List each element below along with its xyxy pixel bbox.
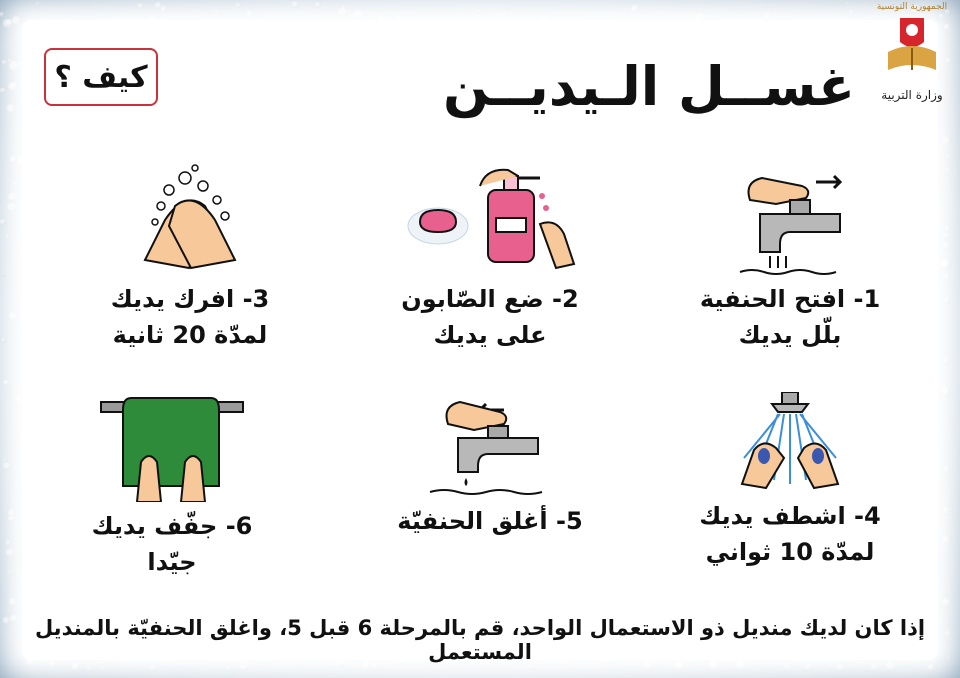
water-drop bbox=[7, 203, 17, 213]
water-drop bbox=[943, 274, 950, 281]
water-drop bbox=[0, 88, 5, 93]
step-2 bbox=[380, 160, 600, 353]
water-drop bbox=[507, 7, 510, 10]
emblem-icon bbox=[882, 12, 942, 82]
water-drop bbox=[943, 233, 949, 239]
step-3 bbox=[80, 160, 300, 353]
step-2-line1: 2- ضع الصّابون bbox=[401, 285, 579, 313]
water-drop bbox=[6, 549, 14, 557]
ministry-logo bbox=[872, 2, 952, 112]
water-drop bbox=[946, 516, 950, 520]
water-drop bbox=[943, 358, 950, 365]
water-drop bbox=[3, 380, 9, 386]
water-drop bbox=[8, 193, 16, 201]
water-drop bbox=[943, 466, 950, 473]
step-3-line1: 3- افرك يديك bbox=[110, 285, 270, 313]
water-drop bbox=[0, 12, 4, 16]
step-6-line2: جيّدا bbox=[147, 548, 197, 576]
water-drop bbox=[477, 9, 482, 14]
water-drop bbox=[846, 2, 849, 5]
step-1 bbox=[680, 160, 900, 353]
water-drop bbox=[531, 666, 535, 670]
water-drop bbox=[227, 666, 231, 670]
water-drop bbox=[247, 11, 254, 18]
water-drop bbox=[354, 10, 364, 20]
water-drop bbox=[947, 366, 950, 369]
water-drop bbox=[13, 333, 17, 337]
water-drop bbox=[338, 8, 348, 18]
water-drop bbox=[941, 260, 950, 269]
water-drop bbox=[942, 112, 945, 115]
water-drop bbox=[12, 16, 21, 25]
how-badge: كيف ؟ bbox=[44, 48, 158, 106]
water-drop bbox=[940, 214, 945, 219]
step-4-line1: 4- اشطف يديك bbox=[699, 502, 881, 530]
water-drop bbox=[8, 59, 12, 63]
rubbing-hands-icon bbox=[125, 160, 255, 275]
water-drop bbox=[0, 219, 6, 225]
water-drop bbox=[764, 13, 771, 20]
water-drop bbox=[942, 536, 950, 544]
water-drop bbox=[2, 338, 7, 343]
water-drop bbox=[945, 226, 950, 231]
soap-dispenser-icon bbox=[390, 160, 590, 275]
water-drop bbox=[3, 462, 11, 470]
water-drop bbox=[161, 6, 167, 12]
water-drop bbox=[943, 507, 950, 514]
water-drop bbox=[315, 2, 321, 8]
water-drop bbox=[837, 664, 843, 670]
step-5-line1: 5- أغلق الحنفيّة bbox=[397, 507, 583, 535]
water-drop bbox=[36, 2, 39, 5]
water-drop bbox=[215, 10, 219, 14]
water-drop bbox=[17, 572, 21, 576]
water-drop bbox=[871, 664, 877, 670]
water-drop bbox=[631, 5, 639, 13]
page-title: غســل الـيديــن bbox=[442, 55, 855, 118]
open-tap-icon bbox=[720, 160, 860, 275]
towel-dry-icon bbox=[97, 392, 247, 502]
republic-label: الجمهورية التونسية bbox=[876, 2, 948, 12]
water-drop bbox=[501, 13, 506, 18]
water-drop bbox=[805, 664, 811, 670]
water-drop bbox=[8, 570, 12, 574]
step-1-line2: بلّل يديك bbox=[738, 321, 842, 349]
water-drop bbox=[928, 664, 934, 670]
water-drop bbox=[468, 10, 471, 13]
water-drop bbox=[297, 14, 300, 17]
water-drop bbox=[784, 663, 791, 670]
step-1-line1: 1- افتح الحنفية bbox=[699, 285, 881, 313]
water-drop bbox=[2, 273, 6, 277]
water-drop bbox=[236, 3, 241, 8]
water-drop bbox=[9, 312, 18, 321]
water-drop bbox=[2, 60, 7, 65]
water-drop bbox=[942, 242, 950, 250]
water-drop bbox=[101, 666, 105, 670]
water-drop bbox=[6, 540, 11, 545]
water-drop bbox=[87, 665, 92, 670]
water-drop bbox=[11, 84, 17, 90]
water-drop bbox=[849, 10, 854, 15]
water-drop bbox=[942, 137, 950, 145]
water-drop bbox=[6, 234, 11, 239]
water-drop bbox=[942, 599, 950, 607]
water-drop bbox=[946, 155, 950, 159]
step-6-line1: 6- جفّف يديك bbox=[91, 512, 253, 540]
water-drop bbox=[7, 104, 15, 112]
step-4 bbox=[680, 392, 900, 570]
rinse-hands-icon bbox=[720, 392, 860, 492]
ministry-label: وزارة التربية bbox=[881, 88, 943, 102]
close-tap-icon bbox=[420, 392, 560, 497]
water-drop bbox=[944, 297, 950, 303]
step-4-line2: لمدّة 10 ثواني bbox=[705, 538, 875, 566]
water-drop bbox=[138, 3, 143, 8]
water-drop bbox=[72, 663, 79, 670]
step-2-line2: على يديك bbox=[433, 321, 547, 349]
water-drop bbox=[945, 168, 950, 173]
water-drop bbox=[941, 387, 950, 396]
water-drop bbox=[150, 665, 155, 670]
water-drop bbox=[292, 1, 299, 8]
step-3-line2: لمدّة 20 ثانية bbox=[112, 321, 268, 349]
water-drop bbox=[13, 182, 19, 188]
water-drop bbox=[9, 598, 17, 606]
footer-note: إذا كان لديك منديل ذو الاستعمال الواحد، قم بالمرحلة 6 قبل 5، واغلق الحنفيّة بالمنديل المستعمل bbox=[34, 616, 926, 664]
step-5 bbox=[380, 392, 600, 539]
water-drop bbox=[10, 156, 17, 163]
water-drop bbox=[829, 664, 833, 668]
step-6 bbox=[62, 392, 282, 580]
